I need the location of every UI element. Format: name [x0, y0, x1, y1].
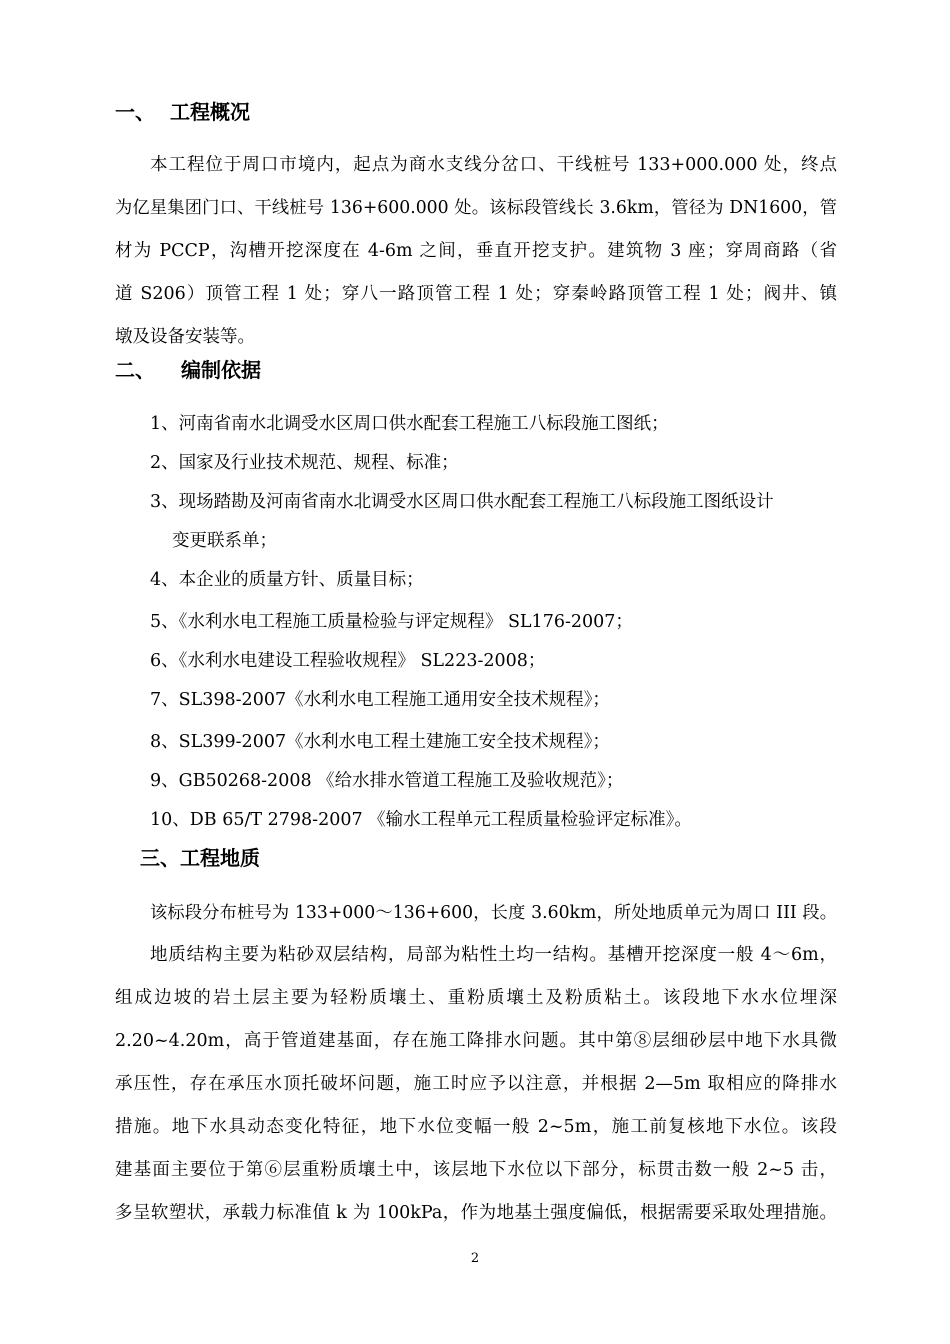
basis-list-item: 3、现场踏勘及河南省南水北调受水区周口供水配套工程施工八标段施工图纸设计: [150, 492, 774, 512]
section-3-paragraph-line: 组成边坡的岩土层主要为轻粉质壤土、重粉质壤土及粉质粘土。该段地下水水位埋深: [115, 988, 837, 1008]
section-1-paragraph-line: 材为 PCCP，沟槽开挖深度在 4-6m 之间，垂直开挖支护。建筑物 3 座；穿周商路（省: [115, 241, 837, 261]
basis-list-item: 4、本企业的质量方针、质量目标；: [150, 570, 424, 590]
section-2-heading-number: 二、: [115, 358, 155, 382]
basis-list-item: 5、《水利水电工程施工质量检验与评定规程》 SL176-2007；: [150, 612, 633, 632]
section-1-heading-number: 一、: [115, 100, 155, 124]
section-3-paragraph-line: 2.20~4.20m，高于管道建基面，存在施工降排水问题。其中第⑧层细砂层中地下水具微: [115, 1031, 837, 1051]
basis-list-item: 6、《水利水电建设工程验收规程》 SL223-2008；: [150, 651, 546, 671]
page-number: 2: [470, 1251, 480, 1266]
basis-list-item: 1、河南省南水北调受水区周口供水配套工程施工八标段施工图纸；: [150, 414, 669, 434]
section-1-paragraph-line: 本工程位于周口市境内，起点为商水支线分岔口、干线桩号 133+000.000 处，终点: [150, 155, 837, 175]
section-3-heading: 三、工程地质: [140, 846, 260, 870]
section-3-paragraph-line: 建基面主要位于第⑥层重粉质壤土中，该层地下水位以下部分，标贯击数一般 2~5 击，: [115, 1160, 837, 1180]
basis-list-item: 2、国家及行业技术规范、规程、标准；: [150, 453, 459, 473]
section-1-paragraph-line: 道 S206）顶管工程 1 处；穿八一路顶管工程 1 处；穿秦岭路顶管工程 1 处；阀井、镇: [115, 284, 837, 304]
section-3-paragraph-line: 该标段分布桩号为 133+000～136+600，长度 3.60km，所处地质单元为周口 III 段。: [150, 903, 837, 923]
section-3-paragraph-line: 多呈软塑状，承载力标准值 k 为 100kPa，作为地基土强度偏低，根据需要采取处理措施。: [115, 1203, 837, 1223]
basis-list-item-continuation: 变更联系单；: [172, 531, 277, 551]
section-2-heading-title: 编制依据: [181, 358, 261, 382]
section-3-paragraph-line: 地质结构主要为粘砂双层结构，局部为粘性土均一结构。基槽开挖深度一般 4～6m，: [150, 945, 837, 965]
section-1-paragraph-line: 为亿星集团门口、干线桩号 136+600.000 处。该标段管线长 3.6km，管径为 DN1600，管: [115, 198, 837, 218]
section-1-heading-title: 工程概况: [170, 100, 250, 124]
basis-list-item: 7、SL398-2007《水利水电工程施工通用安全技术规程》；: [150, 690, 610, 710]
section-3-paragraph-line: 措施。地下水具动态变化特征，地下水位变幅一般 2~5m，施工前复核地下水位。该段: [115, 1117, 837, 1137]
section-1-paragraph-line: 墩及设备安装等。: [115, 327, 255, 347]
basis-list-item: 9、GB50268-2008 《给水排水管道工程施工及验收规范》；: [150, 771, 624, 791]
section-3-paragraph-line: 承压性，存在承压水顶托破坏问题，施工时应予以注意，并根据 2—5m 取相应的降排水: [115, 1074, 837, 1094]
basis-list-item: 8、SL399-2007《水利水电工程土建施工安全技术规程》；: [150, 732, 610, 752]
basis-list-item: 10、DB 65/T 2798-2007 《输水工程单元工程质量检验评定标准》。: [150, 810, 692, 830]
